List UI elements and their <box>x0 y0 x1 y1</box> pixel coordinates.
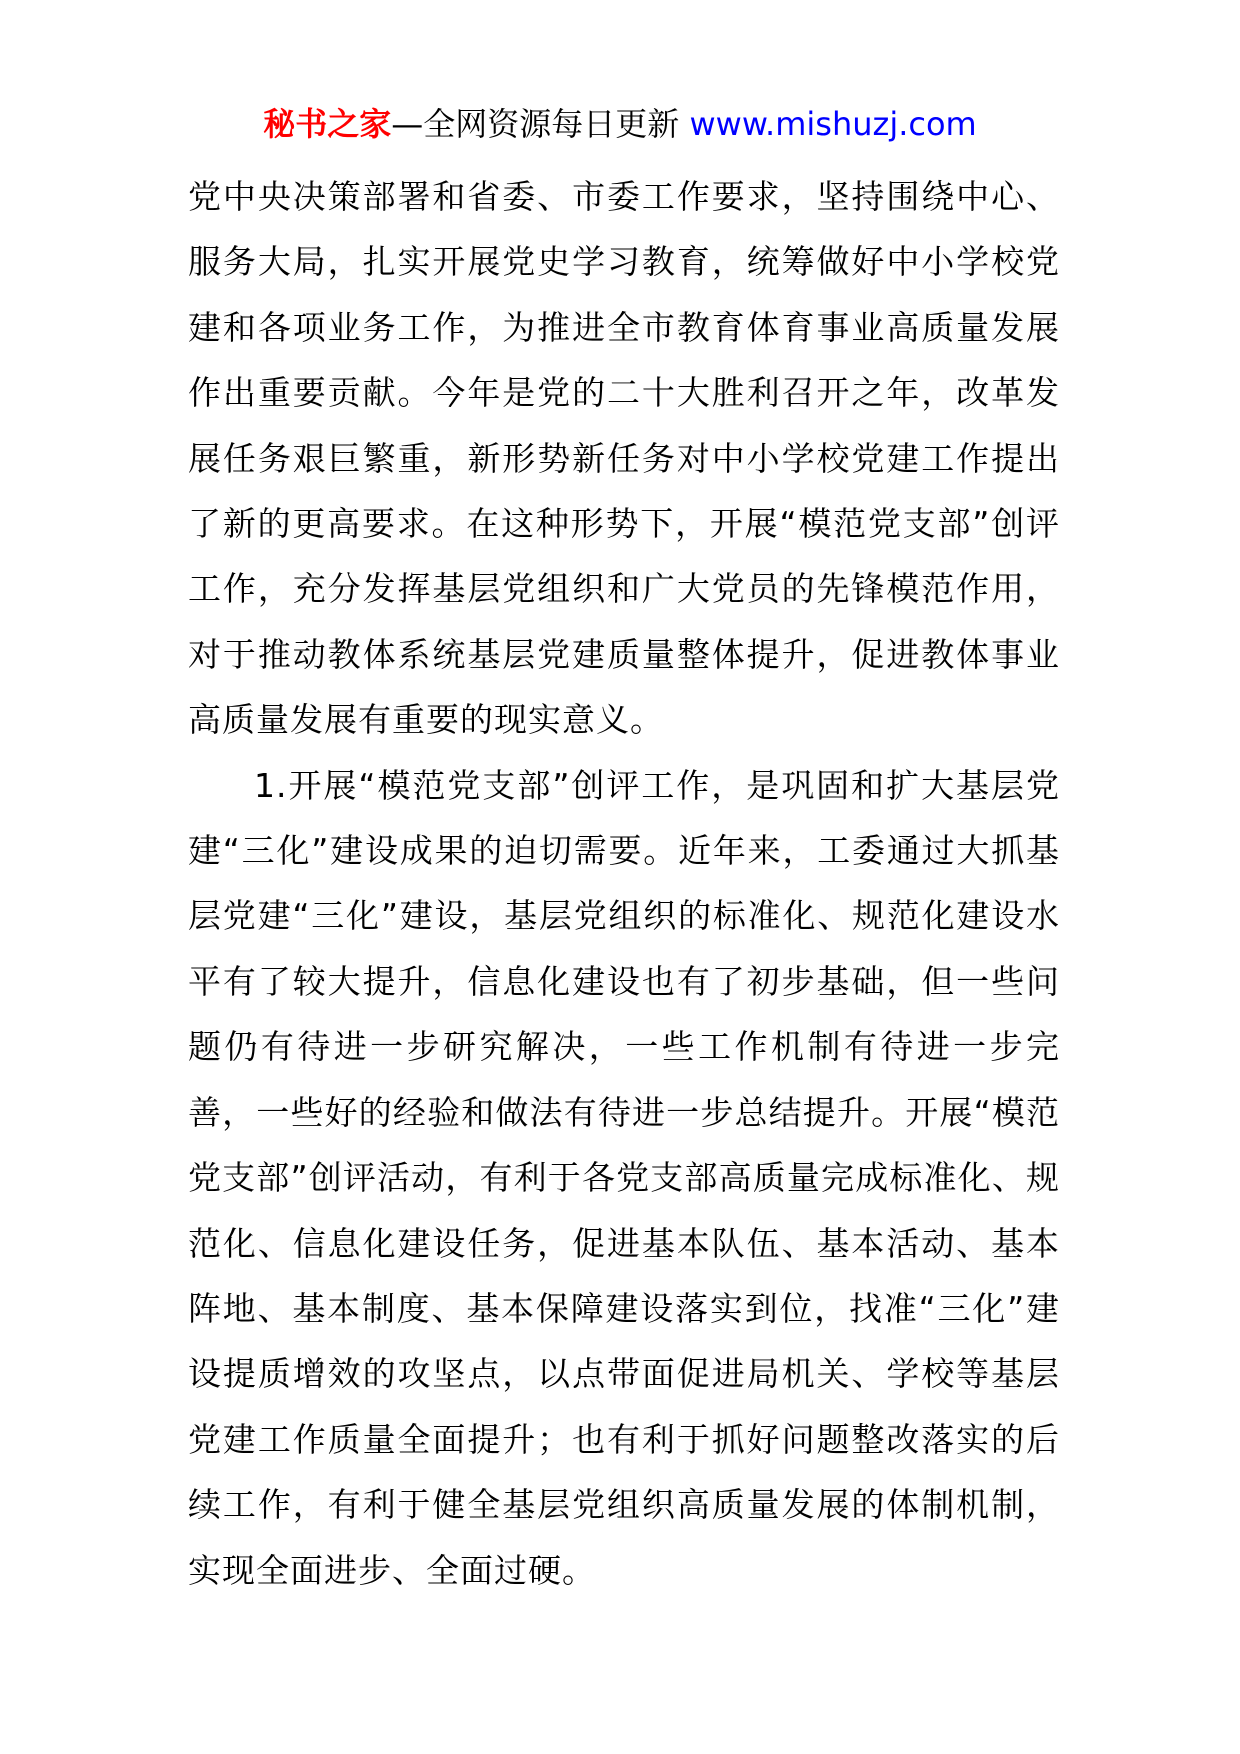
body-paragraph-1: 党中央决策部署和省委、市委工作要求，坚持围绕中心、服务大局，扎实开展党史学习教育，统筹做好中小学校党建和各项业务工作，为推进全市教育体育事业高质量发展作出重要贡献。今年是党的二十大胜利召开之年，改革发展任务艰巨繁重，新形势新任务对中小学校党建工作提出了新的更高要求。在这种形势下，开展“模范党支部”创评工作，充分发挥基层党组织和广大党员的先锋模范作用，对于推动教体系统基层党建质量整体提升，促进教体事业高质量发展有重要的现实意义。 <box>188 177 1060 740</box>
document-body <box>188 164 1060 1603</box>
site-brand: 秘书之家 <box>263 105 392 143</box>
site-tagline: —全网资源每日更新 <box>391 105 680 143</box>
body-paragraph-2: 1.开展“模范党支部”创评工作，是巩固和扩大基层党建“三化”建设成果的迫切需要。近年来，工委通过大抓基层党建“三化”建设，基层党组织的标准化、规范化建设水平有了较大提升，信息化建设也有了初步基础，但一些问题仍有待进一步研究解决，一些工作机制有待进一步完善，一些好的经验和做法有待进一步总结提升。开展“模范党支部”创评活动，有利于各党支部高质量完成标准化、规范化、信息化建设任务，促进基本队伍、基本活动、基本阵地、基本制度、基本保障建设落实到位，找准“三化”建设提质增效的攻坚点，以点带面促进局机关、学校等基层党建工作质量全面提升；也有利于抓好问题整改落实的后续工作，有利于健全基层党组织高质量发展的体制机制，实现全面进步、全面过硬。 <box>188 765 1060 1590</box>
site-header <box>0 102 1240 146</box>
site-url-link[interactable]: www.mishuzj.com <box>689 105 977 143</box>
